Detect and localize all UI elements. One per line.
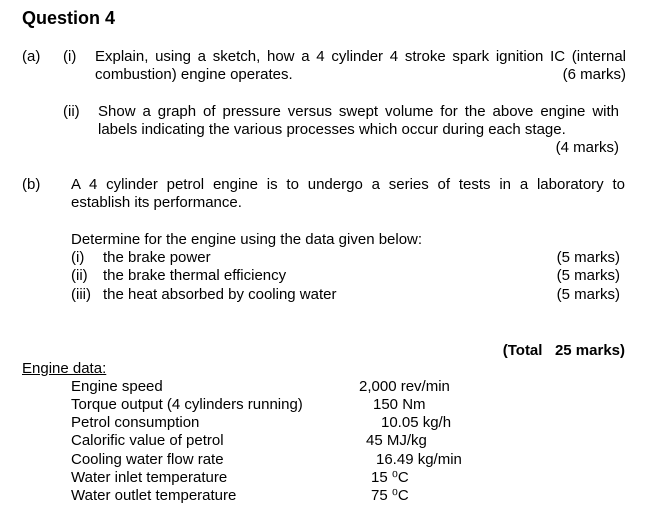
item-marks: (5 marks) bbox=[556, 249, 620, 266]
item-number: (i) bbox=[71, 249, 85, 266]
engine-data-value: 45 MJ/kg bbox=[366, 432, 427, 449]
part-a-ii-number: (ii) bbox=[63, 103, 80, 120]
part-b-line2: establish its performance. bbox=[71, 194, 242, 211]
engine-data-value: 150 Nm bbox=[373, 396, 426, 413]
engine-data-value: 2,000 rev/min bbox=[359, 378, 450, 395]
item-number: (iii) bbox=[71, 286, 91, 303]
engine-data-label: Torque output (4 cylinders running) bbox=[71, 396, 303, 413]
engine-data-value: 10.05 kg/h bbox=[381, 414, 452, 431]
question-title: Question 4 bbox=[22, 8, 116, 28]
engine-data-label: Calorific value of petrol bbox=[71, 432, 224, 449]
part-a-ii-line1: Show a graph of pressure versus swept volume for the above engine with bbox=[98, 103, 619, 120]
item-text: the brake thermal efficiency bbox=[103, 267, 287, 284]
part-a-label: (a) bbox=[22, 48, 41, 65]
determine-text: Determine for the engine using the data given below: bbox=[71, 231, 423, 248]
part-a-ii-line2: labels indicating the various processes which occur during each stage. bbox=[98, 121, 566, 138]
item-text: the brake power bbox=[103, 249, 211, 266]
engine-data-label: Water outlet temperature bbox=[71, 487, 237, 504]
part-a-i-number: (i) bbox=[63, 48, 77, 65]
item-text: the heat absorbed by cooling water bbox=[103, 286, 337, 303]
engine-data-label: Cooling water flow rate bbox=[71, 451, 224, 468]
total-marks: (Total 25 marks) bbox=[502, 342, 625, 359]
engine-data-label: Engine speed bbox=[71, 378, 163, 395]
item-number: (ii) bbox=[71, 267, 88, 284]
item-marks: (5 marks) bbox=[556, 286, 620, 303]
engine-data-value: 16.49 kg/min bbox=[376, 451, 462, 468]
engine-data-heading: Engine data: bbox=[22, 360, 107, 377]
part-a-i-marks: (6 marks) bbox=[562, 66, 626, 83]
engine-data-value: 75 ⁰C bbox=[371, 487, 409, 504]
engine-data-label: Water inlet temperature bbox=[71, 469, 228, 486]
part-a-ii-marks: (4 marks) bbox=[555, 139, 619, 156]
part-a-i-line2: combustion) engine operates. bbox=[95, 66, 293, 83]
part-b-line1: A 4 cylinder petrol engine is to undergo a series of tests in a laboratory to bbox=[71, 176, 625, 193]
engine-data-label: Petrol consumption bbox=[71, 414, 200, 431]
item-marks: (5 marks) bbox=[556, 267, 620, 284]
part-a-i-line1: Explain, using a sketch, how a 4 cylinder 4 stroke spark ignition IC (internal bbox=[95, 48, 626, 65]
engine-data-value: 15 ⁰C bbox=[371, 469, 409, 486]
part-b-label: (b) bbox=[22, 176, 41, 193]
